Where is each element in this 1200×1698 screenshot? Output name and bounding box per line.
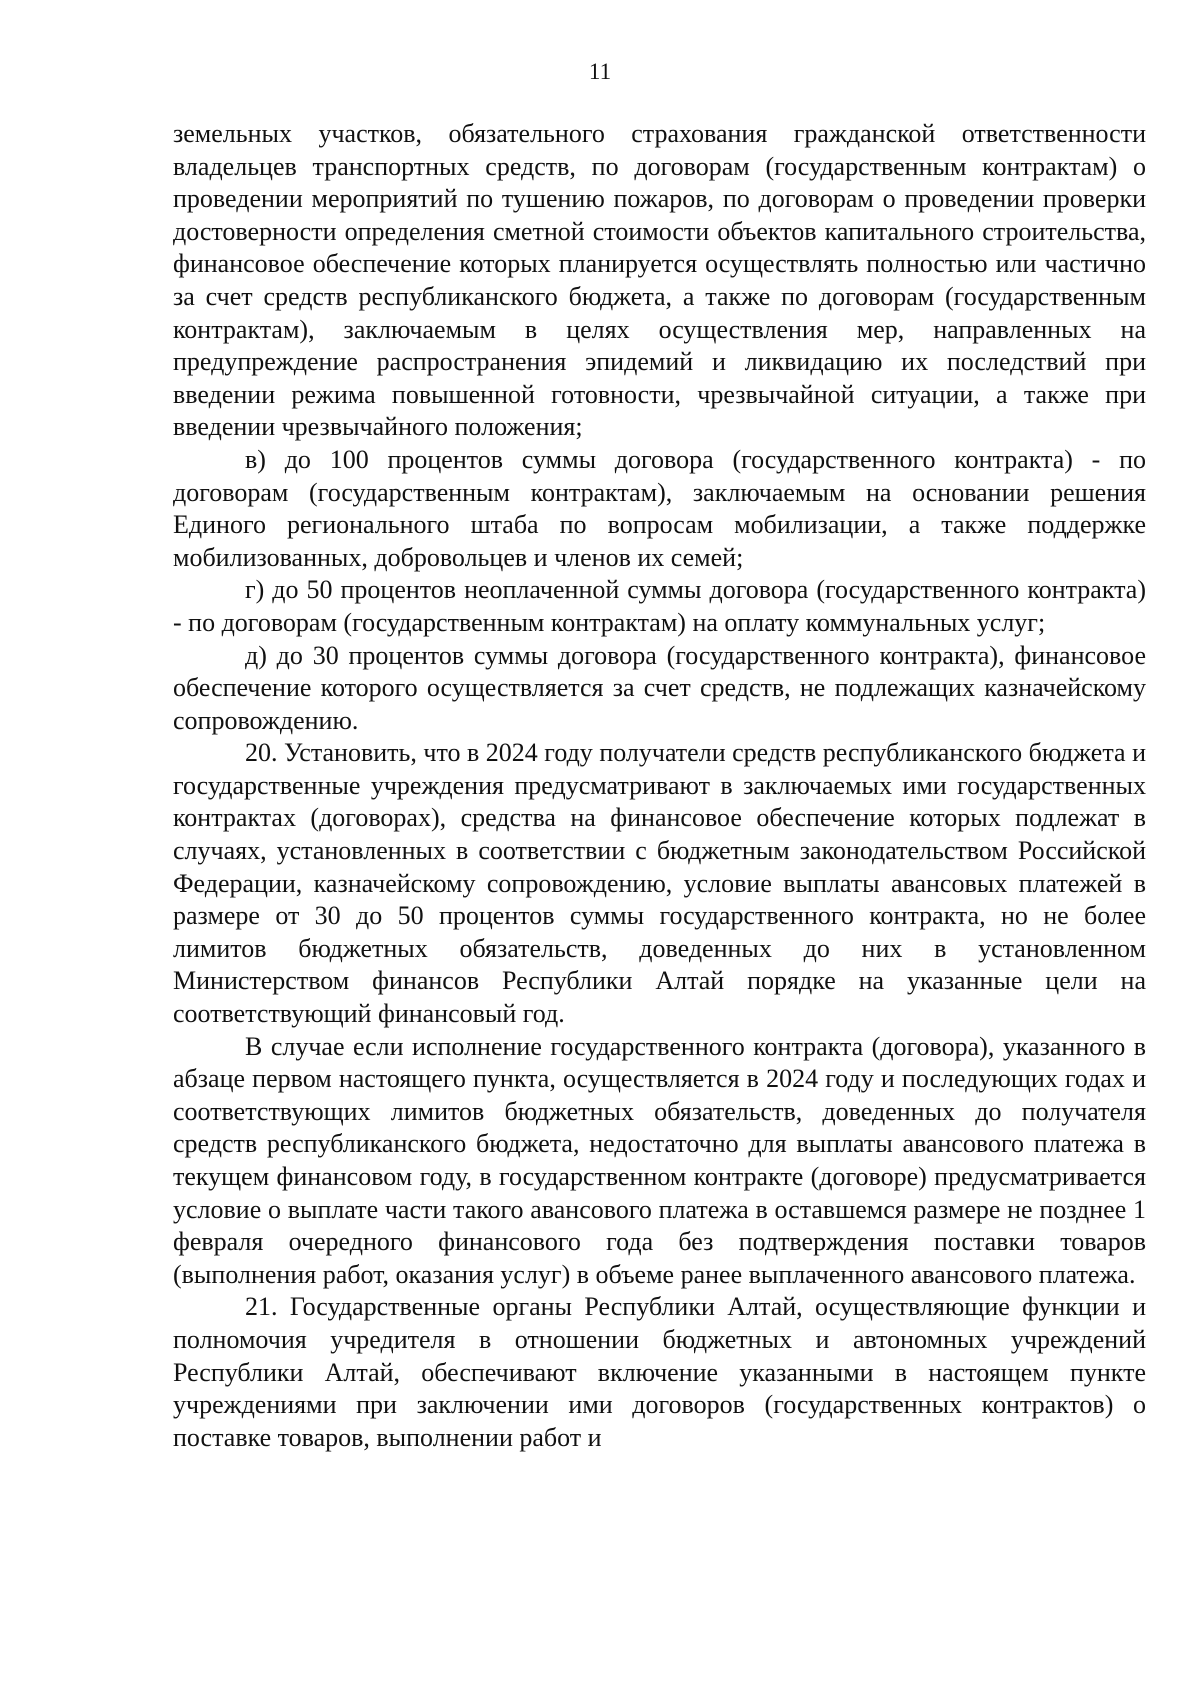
paragraph-item-v: в) до 100 процентов суммы договора (государственного контракта) - по договорам (государственным контрактам), заключаемым на основании решения Единого регионального штаба по вопросам мобилизации, а также поддержке мобилизованных, добровольцев и членов их семей; xyxy=(173,444,1146,572)
paragraph-clause-20-case: В случае если исполнение государственного контракта (договора), указанного в абзаце первом настоящего пункта, осуществляется в 2024 году и последующих годах и соответствующих лимитов бюджетных обязательств, доведенных до получателя средств республиканского бюджета, недостаточно для выплаты авансового платежа в текущем финансовом году, в государственном контракте (договоре) предусматривается условие о выплате части такого авансового платежа в оставшемся размере не позднее 1 февраля очередного финансового года без подтверждения поставки товаров (выполнения работ, оказания услуг) в объеме ранее выплаченного авансового платежа. xyxy=(173,1031,1146,1289)
paragraph-clause-21: 21. Государственные органы Республики Алтай, осуществляющие функции и полномочия учредителя в отношении бюджетных и автономных учреждений Республики Алтай, обеспечивают включение указанными в настоящем пункте учреждениями при заключении ими договоров (государственных контрактов) о поставке товаров, выполнении работ и xyxy=(173,1292,1146,1452)
paragraph-continuation: земельных участков, обязательного страхования гражданской ответственности владельцев транспортных средств, по договорам (государственным контрактам) о проведении мероприятий по тушению пожаров, по договорам о проведении проверки достоверности определения сметной стоимости объектов капитального строительства, финансовое обеспечение которых планируется осуществлять полностью или частично за счет средств республиканского бюджета, а также по договорам (государственным контрактам), заключаемым в целях осуществления мер, направленных на предупреждение распространения эпидемий и ликвидацию их последствий при введении режима повышенной готовности, чрезвычайной ситуации, а также при введении чрезвычайного положения; xyxy=(173,119,1146,442)
paragraph-clause-20: 20. Установить, что в 2024 году получатели средств республиканского бюджета и государственные учреждения предусматривают в заключаемых ими государственных контрактах (договорах), средства на финансовое обеспечение которых подлежат в случаях, установленных в соответствии с бюджетным законодательством Российской Федерации, казначейскому сопровождению, условие выплаты авансовых платежей в размере от 30 до 50 процентов суммы государственного контракта, но не более лимитов бюджетных обязательств, доведенных до них в установленном Министерством финансов Республики Алтай порядке на указанные цели на соответствующий финансовый год. xyxy=(173,738,1146,1029)
document-body xyxy=(173,118,1146,1454)
paragraph-item-d: д) до 30 процентов суммы договора (государственного контракта), финансовое обеспечение которого осуществляется за счет средств, не подлежащих казначейскому сопровождению. xyxy=(173,640,1146,735)
page-number: 11 xyxy=(588,59,612,84)
paragraph-item-g: г) до 50 процентов неоплаченной суммы договора (государственного контракта) - по договорам (государственным контрактам) на оплату коммунальных услуг; xyxy=(173,575,1146,637)
